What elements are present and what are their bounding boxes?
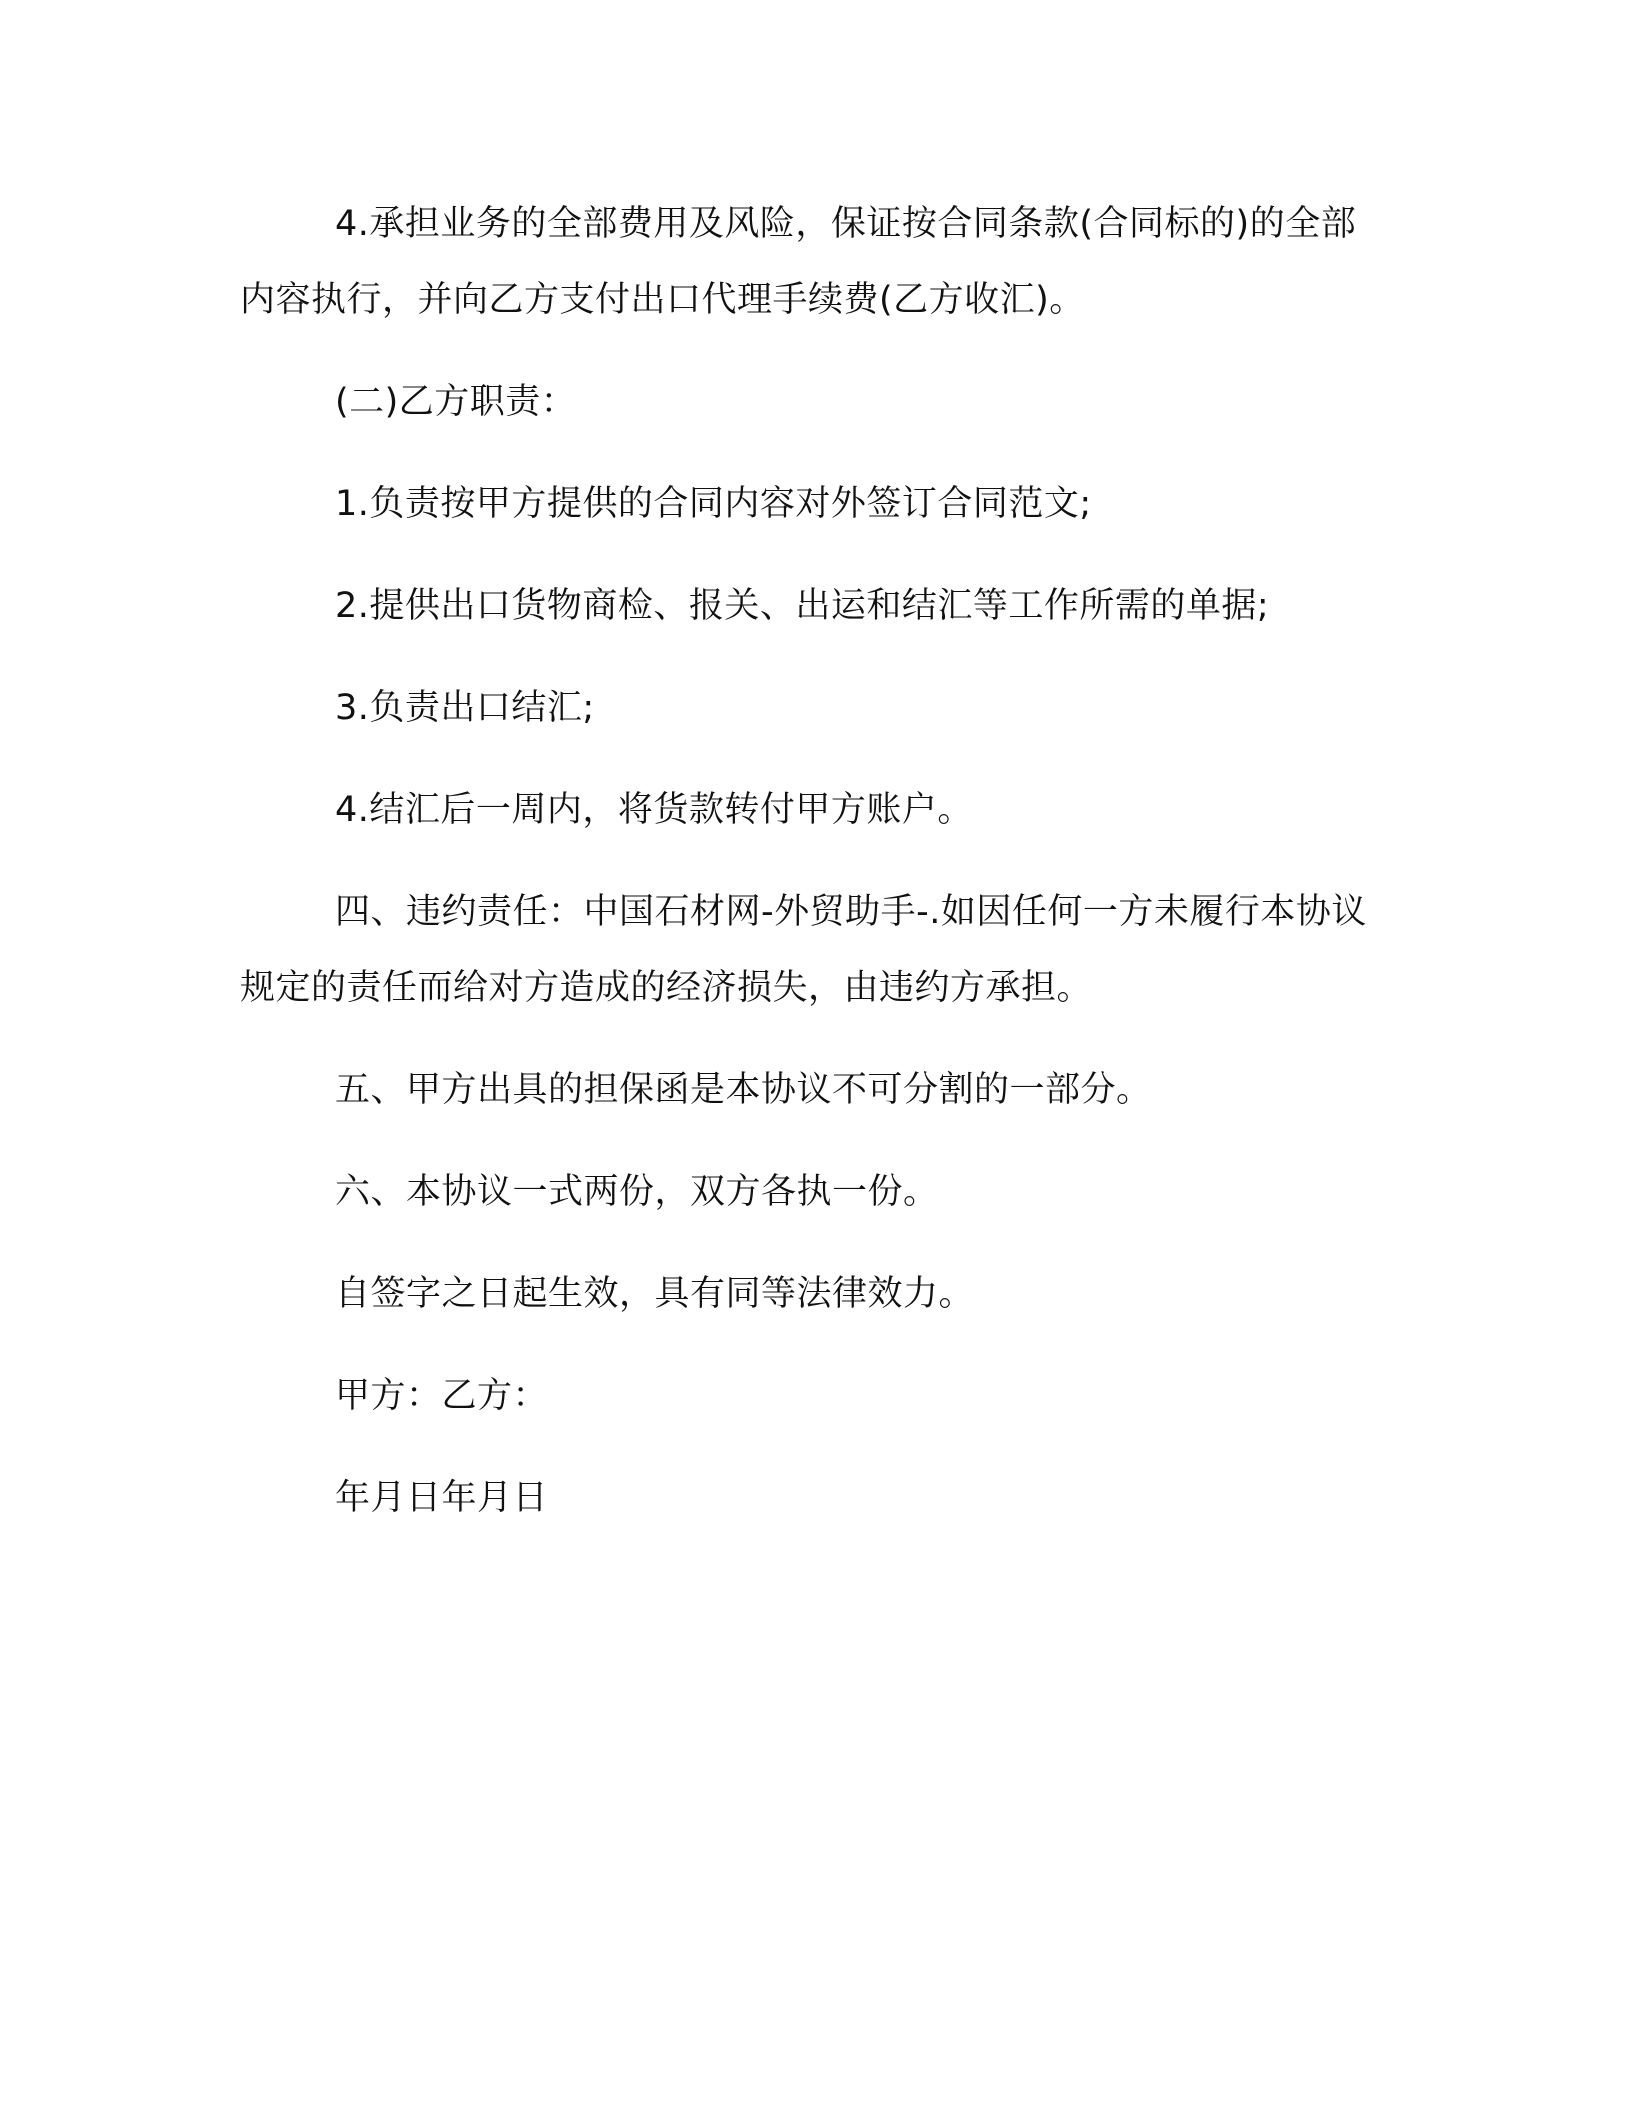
section-guarantee-letter: 五、甲方出具的担保函是本协议不可分割的一部分。 (335, 1070, 1152, 1110)
document-body (240, 186, 1370, 1562)
effective-clause: 自签字之日起生效，具有同等法律效力。 (335, 1274, 975, 1314)
section-copies: 六、本协议一式两份，双方各执一份。 (335, 1172, 939, 1212)
section-party-b-duties-heading: (二)乙方职责： (335, 382, 577, 422)
signature-parties: 甲方：乙方： (335, 1376, 549, 1416)
clause-party-a-item-4: 4.承担业务的全部费用及风险，保证按合同条款(合同标的)的全部内容执行，并向乙方支付出口代理手续费(乙方收汇)。 (240, 204, 1357, 320)
section-breach-liability: 四、违约责任：中国石材网-外贸助手-.如因任何一方未履行本协议规定的责任而给对方造成的经济损失，由违约方承担。 (240, 892, 1367, 1008)
clause-party-b-item-4: 4.结汇后一周内，将货款转付甲方账户。 (335, 790, 973, 830)
signature-dates: 年月日年月日 (335, 1478, 549, 1518)
clause-party-b-item-3: 3.负责出口结汇; (335, 688, 595, 728)
clause-party-b-item-2: 2.提供出口货物商检、报关、出运和结汇等工作所需的单据; (335, 586, 1270, 626)
clause-party-b-item-1: 1.负责按甲方提供的合同内容对外签订合同范文; (335, 484, 1092, 524)
